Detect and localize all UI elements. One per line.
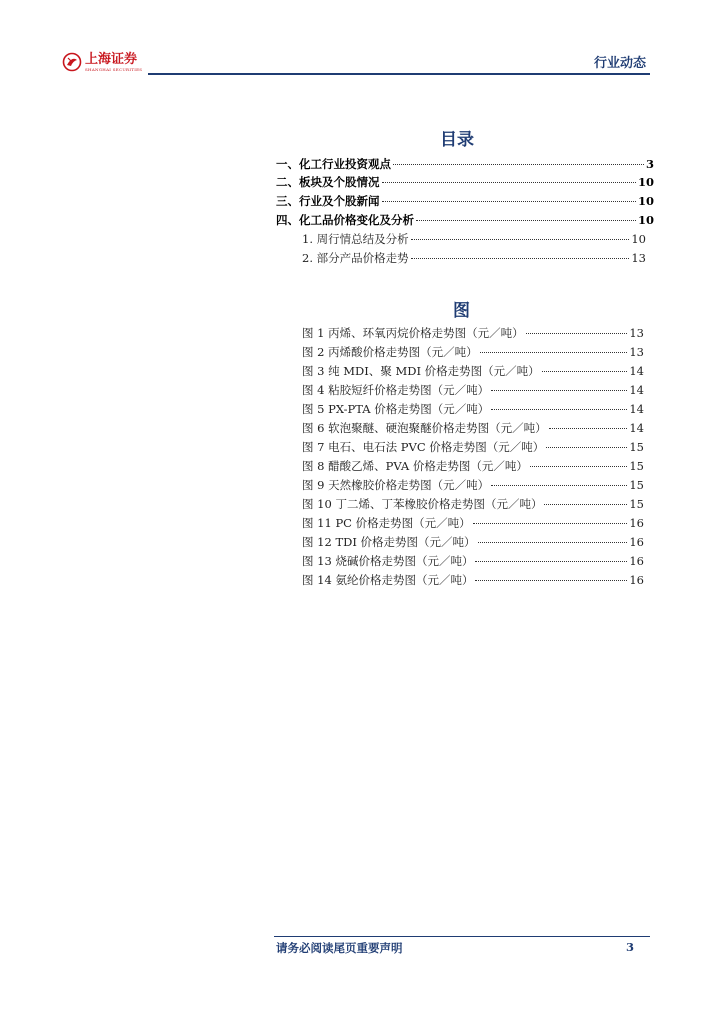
toc-page-number: 10 <box>637 213 654 227</box>
figure-entry[interactable] <box>302 401 644 419</box>
figure-label: 图 1 丙烯、环氧丙烷价格走势图（元／吨） <box>302 326 524 340</box>
logo-text <box>85 53 142 72</box>
page-header <box>0 0 724 80</box>
figure-page-number: 16 <box>629 516 644 530</box>
dot-leader <box>478 542 628 543</box>
figure-page-number: 14 <box>629 364 644 378</box>
toc-subsection-entry[interactable] <box>302 250 646 268</box>
toc-section-entry[interactable] <box>276 193 654 211</box>
toc-page-number: 10 <box>637 175 654 189</box>
figure-label: 图 7 电石、电石法 PVC 价格走势图（元／吨） <box>302 440 545 454</box>
figures-heading: 图 <box>453 301 470 321</box>
dot-leader <box>382 182 636 183</box>
figure-entry[interactable] <box>302 496 644 514</box>
figure-page-number: 16 <box>629 535 644 549</box>
figure-entry[interactable] <box>302 420 644 438</box>
toc-section-entry[interactable] <box>276 156 654 174</box>
toc-section-entry[interactable] <box>276 174 654 192</box>
figure-entry[interactable] <box>302 515 644 533</box>
toc-subsection-entry[interactable] <box>302 231 646 249</box>
toc-heading: 目录 <box>440 130 474 150</box>
figure-entry[interactable] <box>302 534 644 552</box>
toc-section-label: 一、化工行业投资观点 <box>276 157 391 171</box>
report-type-title: 行业动态 <box>593 56 646 71</box>
figure-entry[interactable] <box>302 363 644 381</box>
disclaimer-note: 请务必阅读尾页重要声明 <box>276 941 403 955</box>
figure-entry[interactable] <box>302 458 644 476</box>
figure-label: 图 5 PX-PTA 价格走势图（元／吨） <box>302 402 490 416</box>
dot-leader <box>382 201 636 202</box>
figure-page-number: 14 <box>629 383 644 397</box>
dot-leader <box>546 447 627 448</box>
figure-page-number: 15 <box>629 478 644 492</box>
dot-leader <box>393 164 644 165</box>
figure-page-number: 16 <box>629 573 644 587</box>
figure-entry[interactable] <box>302 382 644 400</box>
dot-leader <box>411 258 630 259</box>
toc-section-label: 三、行业及个股新闻 <box>276 194 380 208</box>
figure-page-number: 14 <box>629 402 644 416</box>
dot-leader <box>416 220 636 221</box>
dot-leader <box>526 333 628 334</box>
figure-entry[interactable] <box>302 344 644 362</box>
dot-leader <box>491 409 627 410</box>
toc-page-number: 13 <box>631 251 646 265</box>
figure-entry[interactable] <box>302 477 644 495</box>
dot-leader <box>491 485 627 486</box>
header-divider <box>148 73 650 75</box>
figure-entry[interactable] <box>302 553 644 571</box>
page-number: 3 <box>626 940 635 954</box>
toc-section-label: 四、化工品价格变化及分析 <box>276 213 414 227</box>
figure-entry[interactable] <box>302 325 644 343</box>
figure-label: 图 11 PC 价格走势图（元／吨） <box>302 516 471 530</box>
figure-label: 图 13 烧碱价格走势图（元／吨） <box>302 554 474 568</box>
company-logo <box>62 52 142 72</box>
figure-page-number: 15 <box>629 459 644 473</box>
figure-entry[interactable] <box>302 439 644 457</box>
figure-page-number: 13 <box>629 345 644 359</box>
figure-label: 图 6 软泡聚醚、硬泡聚醚价格走势图（元／吨） <box>302 421 547 435</box>
figure-label: 图 3 纯 MDI、聚 MDI 价格走势图（元／吨） <box>302 364 540 378</box>
figure-page-number: 16 <box>629 554 644 568</box>
dot-leader <box>411 239 630 240</box>
figure-label: 图 9 天然橡胶价格走势图（元／吨） <box>302 478 490 492</box>
figure-label: 图 14 氨纶价格走势图（元／吨） <box>302 573 474 587</box>
dot-leader <box>475 580 627 581</box>
figure-page-number: 14 <box>629 421 644 435</box>
dot-leader <box>549 428 628 429</box>
dot-leader <box>480 352 628 353</box>
toc-page-number: 3 <box>645 157 654 171</box>
toc-page-number: 10 <box>631 232 646 246</box>
dot-leader <box>542 371 628 372</box>
figure-page-number: 15 <box>629 497 644 511</box>
shanghai-securities-emblem-icon <box>62 52 82 72</box>
dot-leader <box>475 561 627 562</box>
figure-label: 图 4 粘胶短纤价格走势图（元／吨） <box>302 383 490 397</box>
toc-subsection-label: 1. 周行情总结及分析 <box>302 232 409 246</box>
dot-leader <box>544 504 627 505</box>
toc-section-label: 二、板块及个股情况 <box>276 175 380 189</box>
figure-label: 图 8 醋酸乙烯、PVA 价格走势图（元／吨） <box>302 459 528 473</box>
figure-label: 图 2 丙烯酸价格走势图（元／吨） <box>302 345 478 359</box>
toc-section-entry[interactable] <box>276 212 654 230</box>
dot-leader <box>491 390 627 391</box>
figure-label: 图 10 丁二烯、丁苯橡胶价格走势图（元／吨） <box>302 497 543 511</box>
logo-english-name: SHANGHAI SECURITIES <box>85 66 143 72</box>
figure-entry[interactable] <box>302 572 644 590</box>
logo-chinese-name: 上海证券 <box>85 51 138 67</box>
figure-page-number: 15 <box>629 440 644 454</box>
footer-divider <box>274 936 650 937</box>
figure-page-number: 13 <box>629 326 644 340</box>
figure-label: 图 12 TDI 价格走势图（元／吨） <box>302 535 476 549</box>
dot-leader <box>473 523 628 524</box>
toc-subsection-label: 2. 部分产品价格走势 <box>302 251 409 265</box>
dot-leader <box>530 466 628 467</box>
toc-page-number: 10 <box>637 194 654 208</box>
